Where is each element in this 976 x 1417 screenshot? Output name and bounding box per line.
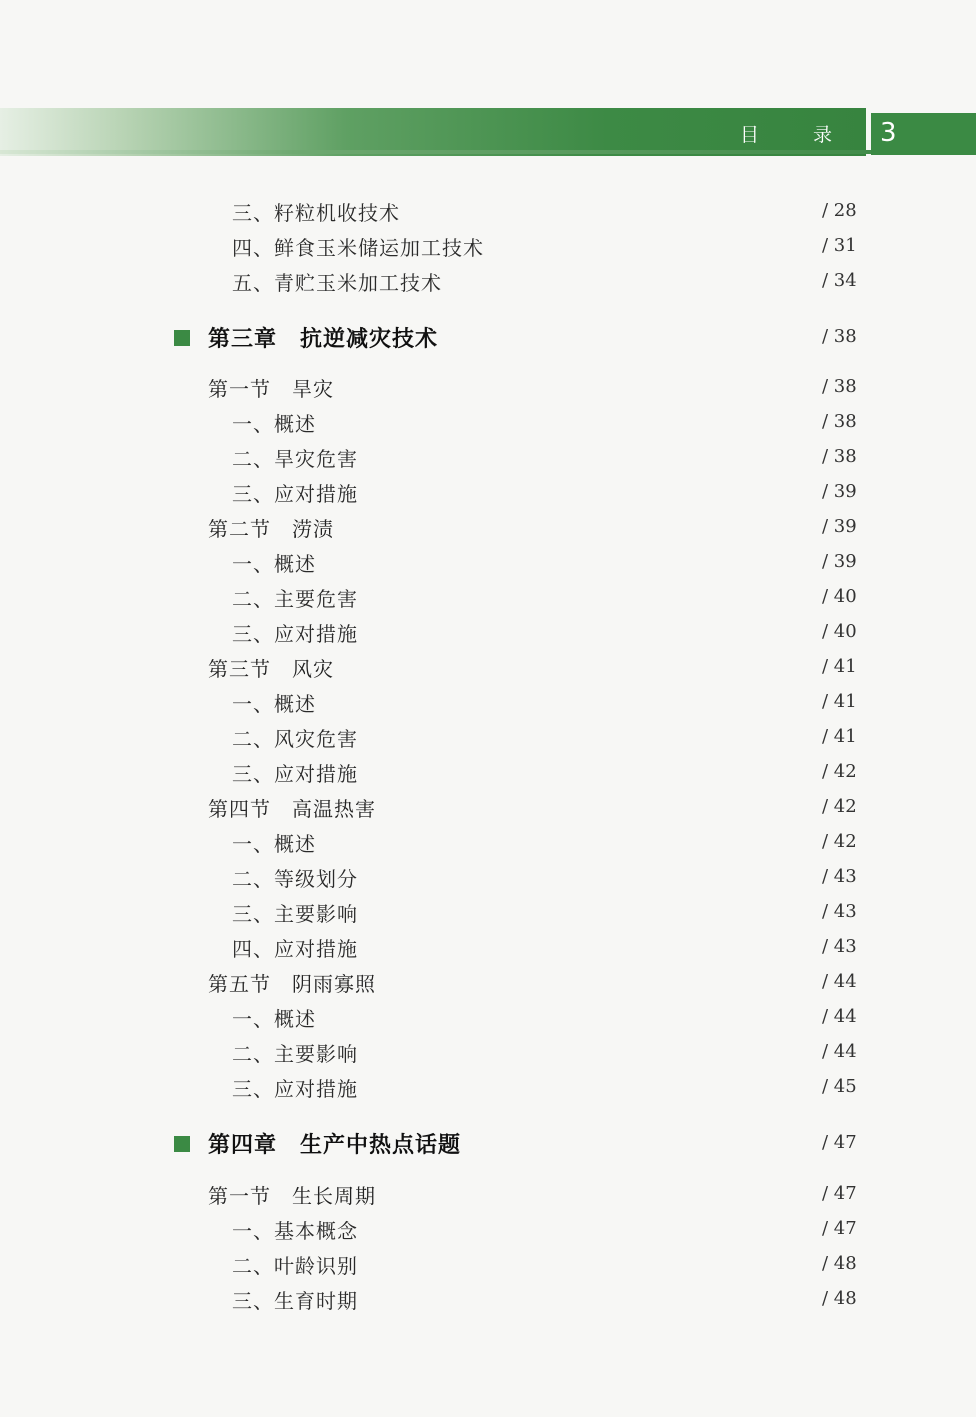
- toc-item-row: [0, 548, 976, 578]
- toc-item-row: [0, 898, 976, 928]
- toc-entry-title: 二、等级划分: [232, 867, 358, 891]
- toc-entry-page: / 43: [822, 901, 857, 922]
- toc-entry-title: 二、主要危害: [232, 587, 358, 611]
- toc-entry-page: / 47: [822, 1132, 857, 1153]
- toc-item-row: [0, 267, 976, 297]
- toc-entry-title: 三、主要影响: [232, 902, 358, 926]
- toc-entry-page: / 47: [822, 1218, 857, 1239]
- toc-entry-title: 一、概述: [232, 832, 316, 856]
- toc-entry-page: / 48: [822, 1253, 857, 1274]
- toc-item-row: [0, 688, 976, 718]
- toc-entry-page: / 40: [822, 621, 857, 642]
- toc-item-row: [0, 1038, 976, 1068]
- toc-item-row: [0, 828, 976, 858]
- toc-item-row: [0, 478, 976, 508]
- toc-entry-page: / 38: [822, 411, 857, 432]
- toc-entry-page: / 42: [822, 831, 857, 852]
- toc-entry-page: / 47: [822, 1183, 857, 1204]
- toc-entry-page: / 41: [822, 726, 857, 747]
- toc-item-row: [0, 758, 976, 788]
- toc-entry-page: / 42: [822, 796, 857, 817]
- toc-entry-page: / 44: [822, 1006, 857, 1027]
- toc-section-row: [0, 513, 976, 543]
- toc-entry-page: / 42: [822, 761, 857, 782]
- toc-entry-title: 一、概述: [232, 412, 316, 436]
- toc-item-row: [0, 583, 976, 613]
- toc-entry-page: / 40: [822, 586, 857, 607]
- toc-entry-title: 第一节 旱灾: [208, 377, 334, 401]
- toc-entry-page: / 39: [822, 481, 857, 502]
- toc-entry-page: / 41: [822, 691, 857, 712]
- toc-entry-title: 二、叶龄识别: [232, 1254, 358, 1278]
- toc-item-row: [0, 408, 976, 438]
- toc-entry-page: / 44: [822, 971, 857, 992]
- toc-item-row: [0, 197, 976, 227]
- toc-item-row: [0, 863, 976, 893]
- header-title: 目 录: [739, 124, 856, 146]
- toc-section-row: [0, 793, 976, 823]
- toc-entry-title: 三、籽粒机收技术: [232, 201, 400, 225]
- toc-entry-title: 三、生育时期: [232, 1289, 358, 1313]
- toc-entry-title: 一、概述: [232, 1007, 316, 1031]
- toc-item-row: [0, 723, 976, 753]
- toc-entry-page: / 45: [822, 1076, 857, 1097]
- toc-entry-page: / 34: [822, 270, 857, 291]
- toc-section-row: [0, 968, 976, 998]
- toc-entry-title: 一、概述: [232, 552, 316, 576]
- toc-item-row: [0, 1250, 976, 1280]
- toc-entry-title: 三、应对措施: [232, 622, 358, 646]
- toc-entry-page: / 38: [822, 446, 857, 467]
- toc-entry-title: 一、概述: [232, 692, 316, 716]
- page-number: 3: [880, 118, 897, 148]
- toc-entry-title: 第三节 风灾: [208, 657, 334, 681]
- toc-chapter-row: [0, 322, 976, 352]
- toc-entry-page: / 38: [822, 376, 857, 397]
- toc-item-row: [0, 443, 976, 473]
- toc-item-row: [0, 1215, 976, 1245]
- toc-entry-title: 三、应对措施: [232, 1077, 358, 1101]
- toc-entry-page: / 43: [822, 936, 857, 957]
- toc-entry-page: / 41: [822, 656, 857, 677]
- toc-entry-title: 第四章 生产中热点话题: [208, 1133, 462, 1158]
- toc-entry-page: / 48: [822, 1288, 857, 1309]
- toc-entry-page: / 39: [822, 516, 857, 537]
- toc-item-row: [0, 1285, 976, 1315]
- toc-entry-title: 第二节 涝渍: [208, 517, 334, 541]
- toc-entry-title: 第三章 抗逆减灾技术: [208, 327, 439, 352]
- toc-entry-title: 三、应对措施: [232, 762, 358, 786]
- toc-item-row: [0, 1073, 976, 1103]
- chapter-square-icon: [174, 1136, 190, 1152]
- toc-entry-title: 二、旱灾危害: [232, 447, 358, 471]
- toc-entry-title: 二、主要影响: [232, 1042, 358, 1066]
- toc-entry-page: / 39: [822, 551, 857, 572]
- header-band-underline: [0, 150, 976, 154]
- toc-section-row: [0, 653, 976, 683]
- toc-item-row: [0, 1003, 976, 1033]
- toc-entry-page: / 43: [822, 866, 857, 887]
- toc-chapter-row: [0, 1128, 976, 1158]
- toc-entry-title: 五、青贮玉米加工技术: [232, 271, 442, 295]
- header-band: [0, 108, 866, 156]
- toc-entry-title: 二、风灾危害: [232, 727, 358, 751]
- chapter-square-icon: [174, 330, 190, 346]
- toc-entry-page: / 28: [822, 200, 857, 221]
- toc-entry-title: 一、基本概念: [232, 1219, 358, 1243]
- toc-item-row: [0, 933, 976, 963]
- toc-entry-title: 四、应对措施: [232, 937, 358, 961]
- toc-entry-page: / 44: [822, 1041, 857, 1062]
- toc-item-row: [0, 232, 976, 262]
- toc-entry-title: 四、鲜食玉米储运加工技术: [232, 236, 484, 260]
- toc-item-row: [0, 618, 976, 648]
- toc-entry-title: 第一节 生长周期: [208, 1184, 376, 1208]
- toc-entry-title: 三、应对措施: [232, 482, 358, 506]
- toc-entry-page: / 31: [822, 235, 857, 256]
- toc-entry-page: / 38: [822, 326, 857, 347]
- toc-section-row: [0, 1180, 976, 1210]
- toc-entry-title: 第五节 阴雨寡照: [208, 972, 376, 996]
- toc-section-row: [0, 373, 976, 403]
- toc-entry-title: 第四节 高温热害: [208, 797, 376, 821]
